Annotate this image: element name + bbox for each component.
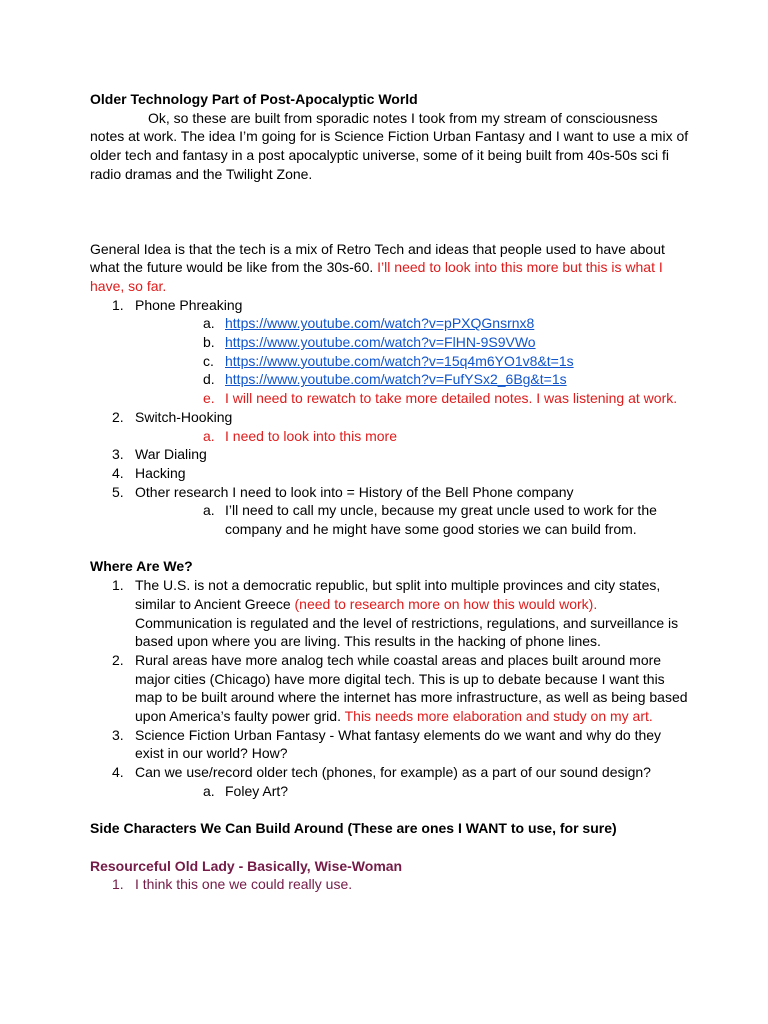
character-heading-old-lady: Resourceful Old Lady - Basically, Wise-Woman [90, 857, 403, 874]
list-item-text: Science Fiction Urban Fantasy - What fantasy elements do we want and why do they exist in our world? How? [135, 726, 662, 762]
sublist-item [135, 370, 690, 389]
sublist-text: I’ll need to call my uncle, because my great uncle used to work for the company and he might have some good stories we can build from. [225, 502, 657, 538]
section-heading-where-are-we: Where Are We? [90, 558, 193, 575]
list-number: 1. [112, 577, 124, 594]
sublist-letter: a. [203, 502, 215, 519]
list-item [90, 763, 690, 800]
sublist-item [135, 782, 690, 801]
sublist-item [135, 501, 690, 538]
section-heading-side-characters: Side Characters We Can Build Around (These are ones I WANT to use, for sure) [90, 820, 617, 837]
list-number: 3. [112, 726, 124, 743]
intro-paragraph: Ok, so these are built from sporadic notes I took from my stream of consciousness notes at work. The idea I’m going for is Science Fiction Urban Fantasy and I want to use a mix of older tech and fantasy in a post apocalyptic universe, some of it being built from 40s-50s sci fi radio dramas and the Twilight Zone. [90, 109, 689, 182]
list-item [90, 875, 690, 894]
sublist [135, 427, 690, 446]
list-number: 4. [112, 464, 124, 481]
list-item [90, 408, 690, 445]
sublist-letter: d. [203, 371, 215, 388]
list-item-text: I think this one we could really use. [135, 876, 353, 893]
sublist-item [135, 333, 690, 352]
list-item-text: Rural areas have more analog tech while coastal areas and places built around more major cities (Chicago) have more digital tech. This is up to debate because I want this map to be built around where the internet has more infrastructure, as well as being based upon America’s faulty power grid. [135, 651, 688, 725]
list-item [90, 464, 690, 483]
document-page [90, 90, 690, 894]
sublist-text: Foley Art? [225, 782, 289, 799]
list-item [90, 576, 690, 651]
list-item-red-note: This needs more elaboration and study on my art. [344, 708, 653, 725]
general-idea-paragraph [90, 240, 690, 296]
list-item [90, 651, 690, 726]
sublist-item [135, 389, 690, 408]
youtube-link[interactable]: https://www.youtube.com/watch?v=15q4m6YO1v8&t=1s [225, 352, 574, 369]
spacer [90, 184, 690, 240]
rewatch-note: I will need to rewatch to take more detailed notes. I was listening at work. [225, 390, 678, 407]
sublist-letter: b. [203, 334, 215, 351]
sublist-text: I need to look into this more [225, 427, 397, 444]
general-idea-red-note: I’ll need to look into this more but this is what I have, so far. [90, 259, 663, 294]
list-item-label: Other research I need to look into = History of the Bell Phone company [135, 483, 574, 500]
list-item-label: Phone Phreaking [135, 296, 243, 313]
sublist-item [135, 352, 690, 371]
sublist-letter: a. [203, 315, 215, 332]
sublist-item [135, 427, 690, 446]
sublist-letter: c. [203, 352, 214, 369]
spacer [90, 801, 690, 820]
list-item-label: Hacking [135, 464, 186, 481]
list-number: 1. [112, 876, 124, 893]
list-item [90, 445, 690, 464]
list-number: 2. [112, 408, 124, 425]
list-number: 2. [112, 651, 124, 668]
sublist-letter: e. [203, 390, 215, 407]
spacer [90, 539, 690, 558]
list-item-text: The U.S. is not a democratic republic, but split into multiple provinces and city states, similar to Ancient Greece [135, 577, 661, 612]
sublist [135, 501, 690, 538]
where-list [90, 576, 690, 800]
list-number: 4. [112, 764, 124, 781]
sublist-letter: a. [203, 427, 215, 444]
sublist [135, 314, 690, 408]
character-list [90, 875, 690, 894]
sublist-letter: a. [203, 782, 215, 799]
list-number: 1. [112, 296, 124, 313]
list-item [90, 296, 690, 408]
list-number: 3. [112, 446, 124, 463]
section-heading-older-technology: Older Technology Part of Post-Apocalyptic World [90, 91, 418, 107]
tech-list [90, 296, 690, 539]
youtube-link[interactable]: https://www.youtube.com/watch?v=FufYSx2_6Bg&t=1s [225, 371, 567, 388]
youtube-link[interactable]: https://www.youtube.com/watch?v=pPXQGnsrnx8 [225, 315, 535, 332]
list-item-label: Switch-Hooking [135, 408, 233, 425]
list-item-red-note: (need to research more on how this would work). [294, 595, 598, 612]
general-idea-text: General Idea is that the tech is a mix of Retro Tech and ideas that people used to have about what the future would be like from the 30s-60. [90, 240, 665, 276]
list-item [90, 483, 690, 539]
youtube-link[interactable]: https://www.youtube.com/watch?v=FlHN-9S9VWo [225, 334, 536, 351]
spacer [90, 838, 690, 857]
list-item [90, 726, 690, 763]
sublist-item [135, 314, 690, 333]
list-item-text: Can we use/record older tech (phones, for example) as a part of our sound design? [135, 764, 651, 781]
list-item-text: Communication is regulated and the level of restrictions, regulations, and surveillance is based upon where you are living. This results in the hacking of phone lines. [135, 614, 679, 650]
list-number: 5. [112, 483, 124, 500]
sublist [135, 782, 690, 801]
list-item-label: War Dialing [135, 446, 207, 463]
